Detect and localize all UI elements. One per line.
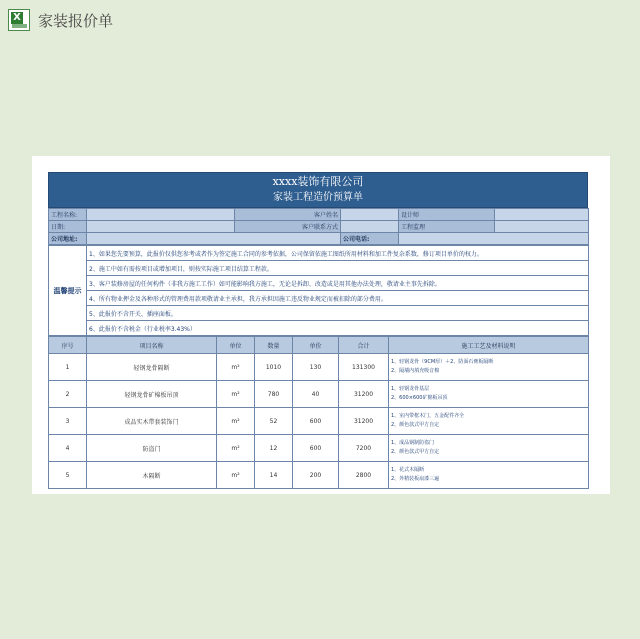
col-header-desc: 施工工艺及材料说明 (389, 337, 589, 354)
sheet-subtitle: 家装工程造价预算单 (273, 192, 363, 203)
cell-desc[interactable] (389, 354, 589, 381)
project-name-label: 工程名称: (49, 209, 87, 221)
table-row (49, 408, 589, 435)
table-row (49, 381, 589, 408)
cell-qty[interactable]: 780 (255, 381, 293, 408)
col-header-total: 合计 (339, 337, 389, 354)
cell-no[interactable]: 5 (49, 462, 87, 489)
cell-desc[interactable] (389, 462, 589, 489)
company-name: xxxx装饰有限公司 (272, 175, 364, 188)
col-header-unit: 单位 (217, 337, 255, 354)
info-row (49, 221, 589, 233)
cell-qty[interactable]: 14 (255, 462, 293, 489)
note-row (49, 321, 589, 336)
designer-label: 设计师 (399, 209, 495, 221)
cell-total[interactable]: 2800 (339, 462, 389, 489)
cell-unit[interactable]: m² (217, 462, 255, 489)
cell-name[interactable]: 成品实木带套装饰门 (87, 408, 217, 435)
cell-price[interactable]: 130 (293, 354, 339, 381)
project-name-value[interactable] (87, 209, 235, 221)
note-row (49, 306, 589, 321)
cell-price[interactable]: 200 (293, 462, 339, 489)
note-row (49, 276, 589, 291)
company-address-label: 公司地址: (49, 233, 87, 245)
supervisor-value[interactable] (495, 221, 589, 233)
date-label: 日期: (49, 221, 87, 233)
cell-name[interactable]: 轻钢龙骨矿棉板吊顶 (87, 381, 217, 408)
notes-table (48, 245, 589, 336)
designer-value[interactable] (495, 209, 589, 221)
cell-no[interactable]: 4 (49, 435, 87, 462)
desc-line: 1、成品钢制防盗门 (391, 440, 435, 446)
desc-line: 2、颜色款式甲方自定 (391, 449, 440, 455)
note-item: 1、如果您先要预算，此报价仅供您参考或者作为签定施工合同的参考依据，公司保留依施工图纸所用材料和加工件复杂系数，修订项目单价的权力。 (87, 246, 589, 261)
cell-name[interactable]: 防盗门 (87, 435, 217, 462)
cell-price[interactable]: 40 (293, 381, 339, 408)
note-item: 6、此报价不含税金（行业税率3.43%） (87, 321, 589, 336)
company-phone-label: 公司电话: (341, 233, 399, 245)
cell-qty[interactable]: 52 (255, 408, 293, 435)
note-item: 3、客户装修房屋的任何构件（非我方施工工作）如可能影响我方施工，无论是拆卸、改造或是用其他办法处理，敬请业主事先拆除。 (87, 276, 589, 291)
desc-line: 1、花式木隔断 (391, 467, 425, 473)
date-value[interactable] (87, 221, 235, 233)
client-name-label: 客户姓名 (235, 209, 341, 221)
company-phone-value[interactable] (399, 233, 589, 245)
client-name-value[interactable] (341, 209, 399, 221)
cell-qty[interactable]: 1010 (255, 354, 293, 381)
cell-total[interactable]: 131300 (339, 354, 389, 381)
note-item: 2、施工中如有需按项目或增加项目，则按实际施工项目结算工程款。 (87, 261, 589, 276)
cell-price[interactable]: 600 (293, 435, 339, 462)
cell-unit[interactable]: m² (217, 408, 255, 435)
info-row (49, 233, 589, 245)
info-row (49, 209, 589, 221)
cell-qty[interactable]: 12 (255, 435, 293, 462)
col-header-name: 项目名称 (87, 337, 217, 354)
cell-name[interactable]: 轻钢龙骨隔断 (87, 354, 217, 381)
cell-no[interactable]: 2 (49, 381, 87, 408)
cell-no[interactable]: 1 (49, 354, 87, 381)
note-row (49, 261, 589, 276)
notes-label: 温馨提示 (49, 246, 87, 336)
cell-unit[interactable]: m² (217, 354, 255, 381)
note-row (49, 291, 589, 306)
col-header-qty: 数量 (255, 337, 293, 354)
note-item: 5、此报价不含开关、插座面板。 (87, 306, 589, 321)
company-address-value[interactable] (87, 233, 341, 245)
col-header-price: 单价 (293, 337, 339, 354)
note-item: 4、所有物业押金及各种形式的管理费用款项敬请业主承担，我方承担因施工违反物业规定而被扣除的部分费用。 (87, 291, 589, 306)
title-bar (0, 0, 640, 40)
desc-line: 2、600×600矿棉板吊顶 (391, 395, 448, 401)
cell-price[interactable]: 600 (293, 408, 339, 435)
client-contact-label: 客户联系方式 (235, 221, 341, 233)
cell-total[interactable]: 31200 (339, 381, 389, 408)
window-title: 家装报价单 (38, 12, 114, 30)
desc-line: 1、轻钢龙骨（9CM厚）＋2、防面石膏板隔断 (391, 359, 494, 365)
table-row (49, 462, 589, 489)
cell-name[interactable]: 木隔断 (87, 462, 217, 489)
sheet-banner (48, 172, 588, 208)
info-table (48, 208, 589, 245)
desc-line: 2、颜色款式甲方自定 (391, 422, 440, 428)
desc-line: 2、隔墙内填充吸音棉 (391, 368, 440, 374)
note-row (49, 246, 589, 261)
col-header-no: 序号 (49, 337, 87, 354)
cell-desc[interactable] (389, 381, 589, 408)
cell-unit[interactable]: m² (217, 381, 255, 408)
desc-line: 2、外精装板扇漆三遍 (391, 476, 440, 482)
table-header-row (49, 337, 589, 354)
spreadsheet-preview (32, 156, 610, 494)
desc-line: 1、轻钢龙骨基层 (391, 386, 430, 392)
table-row (49, 354, 589, 381)
excel-app-icon: X (8, 9, 30, 31)
cell-desc[interactable] (389, 408, 589, 435)
table-row (49, 435, 589, 462)
cell-unit[interactable]: m² (217, 435, 255, 462)
client-contact-value[interactable] (341, 221, 399, 233)
supervisor-label: 工程监理 (399, 221, 495, 233)
items-table (48, 336, 589, 489)
desc-line: 1、室内带框木门，五金配件齐全 (391, 413, 465, 419)
cell-no[interactable]: 3 (49, 408, 87, 435)
cell-total[interactable]: 7200 (339, 435, 389, 462)
cell-total[interactable]: 31200 (339, 408, 389, 435)
cell-desc[interactable] (389, 435, 589, 462)
